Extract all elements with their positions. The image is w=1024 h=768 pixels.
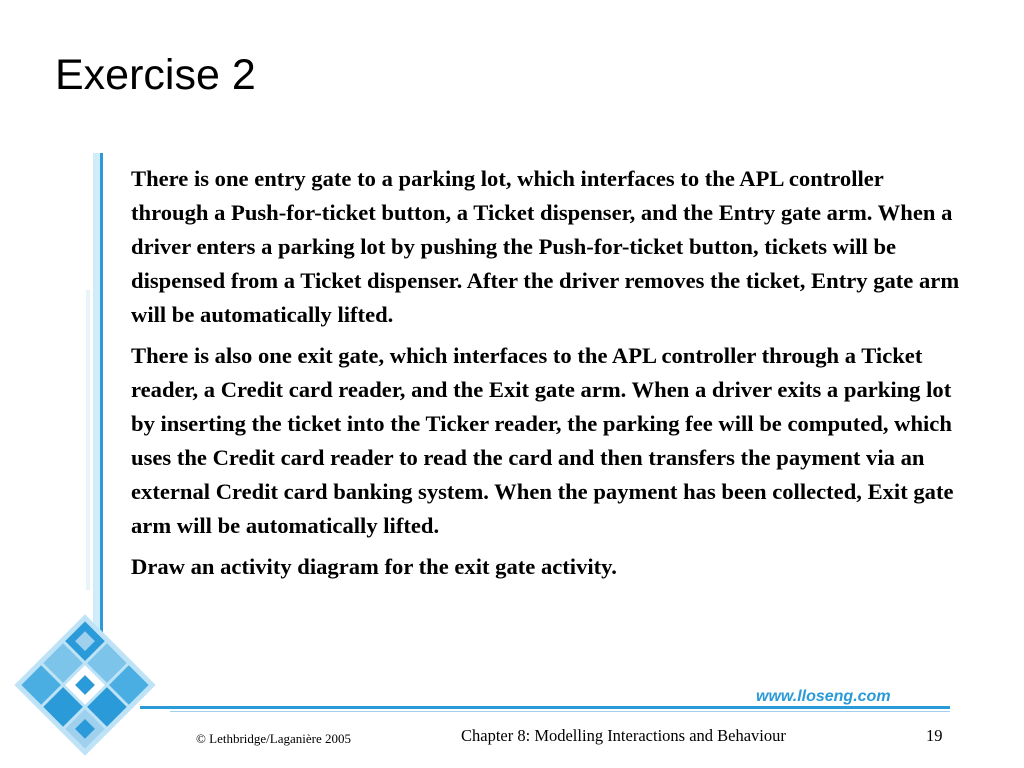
- slide-body: [131, 162, 961, 591]
- decorative-mosaic-graphic: [0, 590, 170, 768]
- decorative-bar-shadow: [86, 290, 90, 590]
- paragraph-entry-gate: There is one entry gate to a parking lot, which interfaces to the APL controller through a Push-for-ticket button, a Ticket dispenser, and the Entry gate arm. When a driver enters a parking lot by pushing the Push-for-ticket button, tickets will be dispensed from a Ticket dispenser. After the driver removes the ticket, Entry gate arm will be automatically lifted.: [131, 166, 960, 327]
- footer-rule-thin: [170, 711, 950, 712]
- paragraph-exit-gate: There is also one exit gate, which interfaces to the APL controller through a Ticket reader, a Credit card reader, and the Exit gate arm. When a driver exits a parking lot by inserting the ticket into the Ticker reader, the parking fee will be computed, which uses the Credit card reader to read the card and then transfers the payment via an external Credit card banking system. When the payment has been collected, Exit gate arm will be automatically lifted.: [131, 343, 954, 538]
- slide-title: Exercise 2: [55, 51, 256, 99]
- footer-rule: [140, 706, 950, 709]
- website-link[interactable]: www.lloseng.com: [752, 688, 895, 706]
- page-number: 19: [926, 726, 943, 745]
- chapter-title: Chapter 8: Modelling Interactions and Behaviour: [461, 726, 786, 745]
- copyright-notice: © Lethbridge/Laganière 2005: [196, 731, 351, 746]
- paragraph-task: Draw an activity diagram for the exit gate activity.: [131, 554, 617, 579]
